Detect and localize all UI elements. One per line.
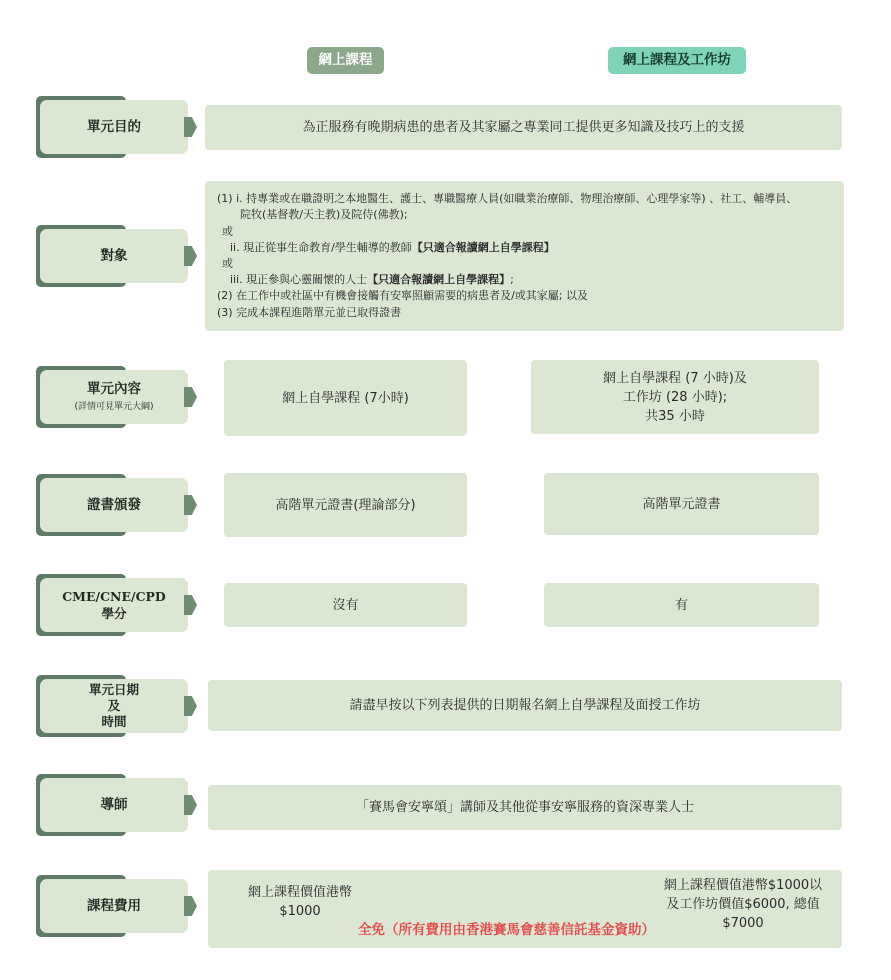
row-label-text-2: 學分 bbox=[101, 606, 127, 621]
target-line-1b: 院牧(基督教/天主教)及院侍(佛教); bbox=[240, 208, 408, 222]
row-label-text: 證書頒發 bbox=[87, 496, 141, 513]
arrow-right-icon bbox=[184, 795, 197, 815]
arrow-right-icon bbox=[184, 696, 197, 716]
row-label-content bbox=[36, 366, 154, 428]
fee-both-line-1: 網上課程價值港幣$1000以 bbox=[663, 878, 823, 893]
header-online-course-and-workshop: 網上課程及工作坊 bbox=[608, 47, 746, 74]
fee-both bbox=[658, 876, 828, 933]
row-label-objective bbox=[36, 96, 154, 158]
fee-cell bbox=[208, 870, 842, 948]
row-label-certificate bbox=[36, 474, 154, 536]
target-line-3: iii. 現正參與心靈關懷的人士【只適合報讀網上自學課程】; bbox=[230, 273, 514, 287]
target-line-2: ii. 現正從事生命教育/學生輔導的教師【只適合報讀網上自學課程】 bbox=[230, 240, 555, 254]
arrow-right-icon bbox=[184, 246, 197, 266]
target-cell bbox=[205, 181, 844, 331]
fee-both-line-2: 及工作坊價值$6000, 總值 bbox=[666, 897, 820, 912]
row-label-text: 單元日期 bbox=[88, 682, 139, 697]
fee-free-text: 全免（所有費用由香港賽馬會慈善信託基金資助） bbox=[358, 922, 655, 938]
target-line-1a: (1) i. 持專業或在職證明之本地醫生、護士、專職醫療人員(如職業治療師、物理治療師、心理學家等) 、社工、輔導員、 bbox=[217, 192, 798, 206]
arrow-right-icon bbox=[184, 117, 197, 137]
arrow-right-icon bbox=[184, 595, 197, 615]
target-line-5: (3) 完成本課程進階單元並已取得證書 bbox=[217, 305, 402, 319]
row-label-cme bbox=[36, 574, 166, 636]
tutor-cell bbox=[208, 785, 842, 830]
row-label-text-2: 及 bbox=[107, 698, 121, 713]
content-online-cell bbox=[224, 360, 467, 436]
certificate-both-cell bbox=[544, 473, 819, 535]
content-both-line-2: 工作坊 (28 小時); bbox=[622, 389, 728, 405]
row-label-subtext: (詳情可見單元大綱) bbox=[74, 402, 154, 412]
row-label-text: 對象 bbox=[100, 247, 128, 264]
cme-online-cell bbox=[224, 583, 467, 627]
row-label-text: CME/CNE/CPD bbox=[62, 589, 166, 604]
certificate-online-text: 高階單元證書(理論部分) bbox=[275, 497, 416, 513]
row-label-text: 導師 bbox=[100, 796, 128, 813]
row-label-target bbox=[36, 225, 154, 287]
content-both-line-1: 網上自學課程 (7 小時)及 bbox=[603, 370, 747, 386]
target-or-1: 或 bbox=[222, 224, 233, 238]
content-both-cell bbox=[531, 360, 819, 434]
fee-online-line-2: $1000 bbox=[279, 904, 321, 919]
header-online-course: 網上課程 bbox=[307, 47, 384, 74]
row-label-text: 單元目的 bbox=[87, 118, 141, 135]
content-both-line-3: 共35 小時 bbox=[645, 408, 705, 424]
cme-online-text: 沒有 bbox=[332, 597, 359, 613]
certificate-online-cell bbox=[224, 473, 467, 537]
fee-online-line-1: 網上課程價值港幣 bbox=[247, 885, 352, 900]
content-online-text: 網上自學課程 (7小時) bbox=[282, 390, 409, 406]
arrow-right-icon bbox=[184, 387, 197, 407]
row-label-text: 課程費用 bbox=[87, 897, 141, 914]
objective-cell bbox=[205, 105, 842, 150]
row-label-fee bbox=[36, 875, 154, 937]
arrow-right-icon bbox=[184, 495, 197, 515]
schedule-cell bbox=[208, 680, 842, 731]
tutor-text: 「賽馬會安寧頌」講師及其他從事安寧服務的資深專業人士 bbox=[355, 800, 694, 815]
row-label-text: 單元內容 bbox=[87, 381, 141, 397]
objective-text: 為正服務有晚期病患的患者及其家屬之專業同工提供更多知識及技巧上的支援 bbox=[302, 120, 745, 135]
cme-both-text: 有 bbox=[674, 597, 688, 613]
row-label-schedule bbox=[36, 675, 154, 737]
arrow-right-icon bbox=[184, 896, 197, 916]
fee-both-line-3: $7000 bbox=[722, 916, 764, 931]
fee-online bbox=[230, 883, 370, 921]
certificate-both-text: 高階單元證書 bbox=[642, 496, 721, 512]
row-label-text-3: 時間 bbox=[101, 714, 127, 729]
target-or-2: 或 bbox=[222, 257, 233, 270]
schedule-text: 請盡早按以下列表提供的日期報名網上自學課程及面授工作坊 bbox=[349, 698, 701, 713]
target-line-4: (2) 在工作中或社區中有機會接觸有安寧照顧需要的病患者及/或其家屬; 以及 bbox=[217, 289, 588, 303]
row-label-tutor bbox=[36, 774, 154, 836]
cme-both-cell bbox=[544, 583, 819, 627]
